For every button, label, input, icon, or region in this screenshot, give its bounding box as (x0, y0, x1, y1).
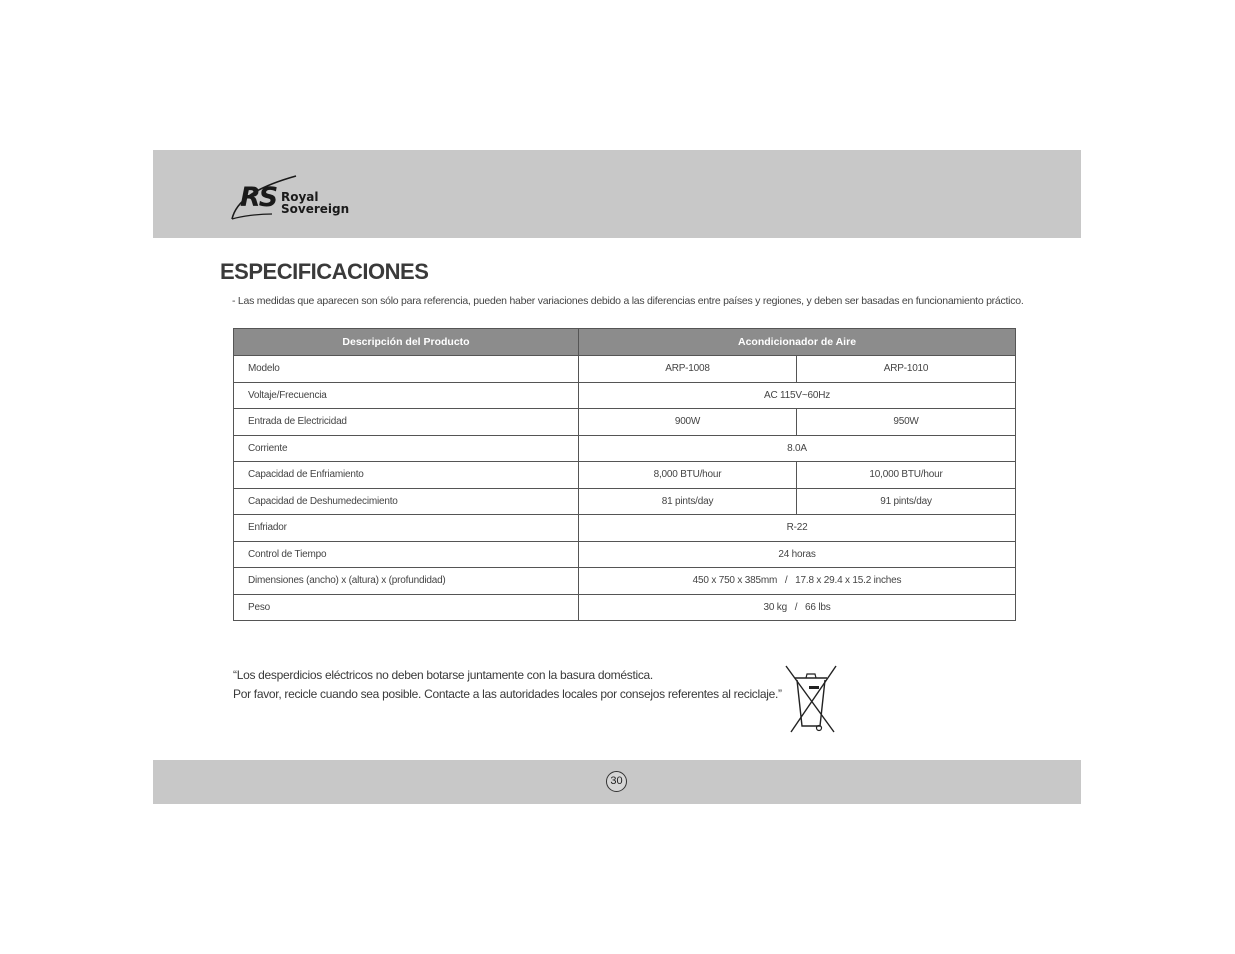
header-product: Acondicionador de Aire (579, 329, 1016, 356)
row-value: 81 pints/day (579, 488, 797, 515)
table-row (234, 594, 1016, 621)
table-row (234, 462, 1016, 489)
row-value: 8,000 BTU/hour (579, 462, 797, 489)
table-row (234, 568, 1016, 595)
table-row (234, 409, 1016, 436)
row-value: 450 x 750 x 385mm / 17.8 x 29.4 x 15.2 inches (579, 568, 1016, 595)
table-row (234, 515, 1016, 542)
row-label: Modelo (234, 356, 579, 383)
row-value: 30 kg / 66 lbs (579, 594, 1016, 621)
row-value: ARP-1008 (579, 356, 797, 383)
weee-notice-line-2: Por favor, recicle cuando sea posible. Contacte a las autoridades locales por consejos referentes al reciclaje.” (233, 687, 782, 701)
row-label: Enfriador (234, 515, 579, 542)
logo-initials: RS (240, 182, 277, 213)
row-label: Capacidad de Deshumedecimiento (234, 488, 579, 515)
table-row (234, 488, 1016, 515)
page-title: ESPECIFICACIONES (220, 259, 429, 284)
row-label: Corriente (234, 435, 579, 462)
row-label: Control de Tiempo (234, 541, 579, 568)
table-row (234, 356, 1016, 383)
row-value: 91 pints/day (797, 488, 1016, 515)
specifications-table (233, 328, 1016, 621)
table-header-row (234, 329, 1016, 356)
row-value: 900W (579, 409, 797, 436)
row-value: 10,000 BTU/hour (797, 462, 1016, 489)
row-value: AC 115V~60Hz (579, 382, 1016, 409)
row-label: Voltaje/Frecuencia (234, 382, 579, 409)
row-label: Capacidad de Enfriamiento (234, 462, 579, 489)
table-row (234, 541, 1016, 568)
row-label: Peso (234, 594, 579, 621)
row-value: 950W (797, 409, 1016, 436)
page-number: 30 (606, 771, 627, 792)
intro-note: - Las medidas que aparecen son sólo para referencia, pueden haber variaciones debido a las diferencias entre países y regiones, y deben ser basadas en funcionamiento práctico. (232, 295, 1024, 307)
logo-word-sovereign: Sovereign (281, 202, 350, 216)
logo-word-royal: Royal (281, 190, 319, 204)
royal-sovereign-logo (228, 172, 358, 224)
header-band (153, 150, 1081, 238)
weee-notice (233, 666, 782, 704)
row-label: Dimensiones (ancho) x (altura) x (profundidad) (234, 568, 579, 595)
table-row (234, 435, 1016, 462)
row-label: Entrada de Electricidad (234, 409, 579, 436)
crossed-out-wheelie-bin-icon (783, 664, 839, 736)
weee-notice-line-1: “Los desperdicios eléctricos no deben botarse juntamente con la basura doméstica. (233, 668, 653, 682)
row-value: 24 horas (579, 541, 1016, 568)
table-row (234, 382, 1016, 409)
row-value: ARP-1010 (797, 356, 1016, 383)
header-description: Descripción del Producto (234, 329, 579, 356)
row-value: R-22 (579, 515, 1016, 542)
logo-wordmark (281, 191, 349, 215)
footer-band (153, 760, 1081, 804)
row-value: 8.0A (579, 435, 1016, 462)
